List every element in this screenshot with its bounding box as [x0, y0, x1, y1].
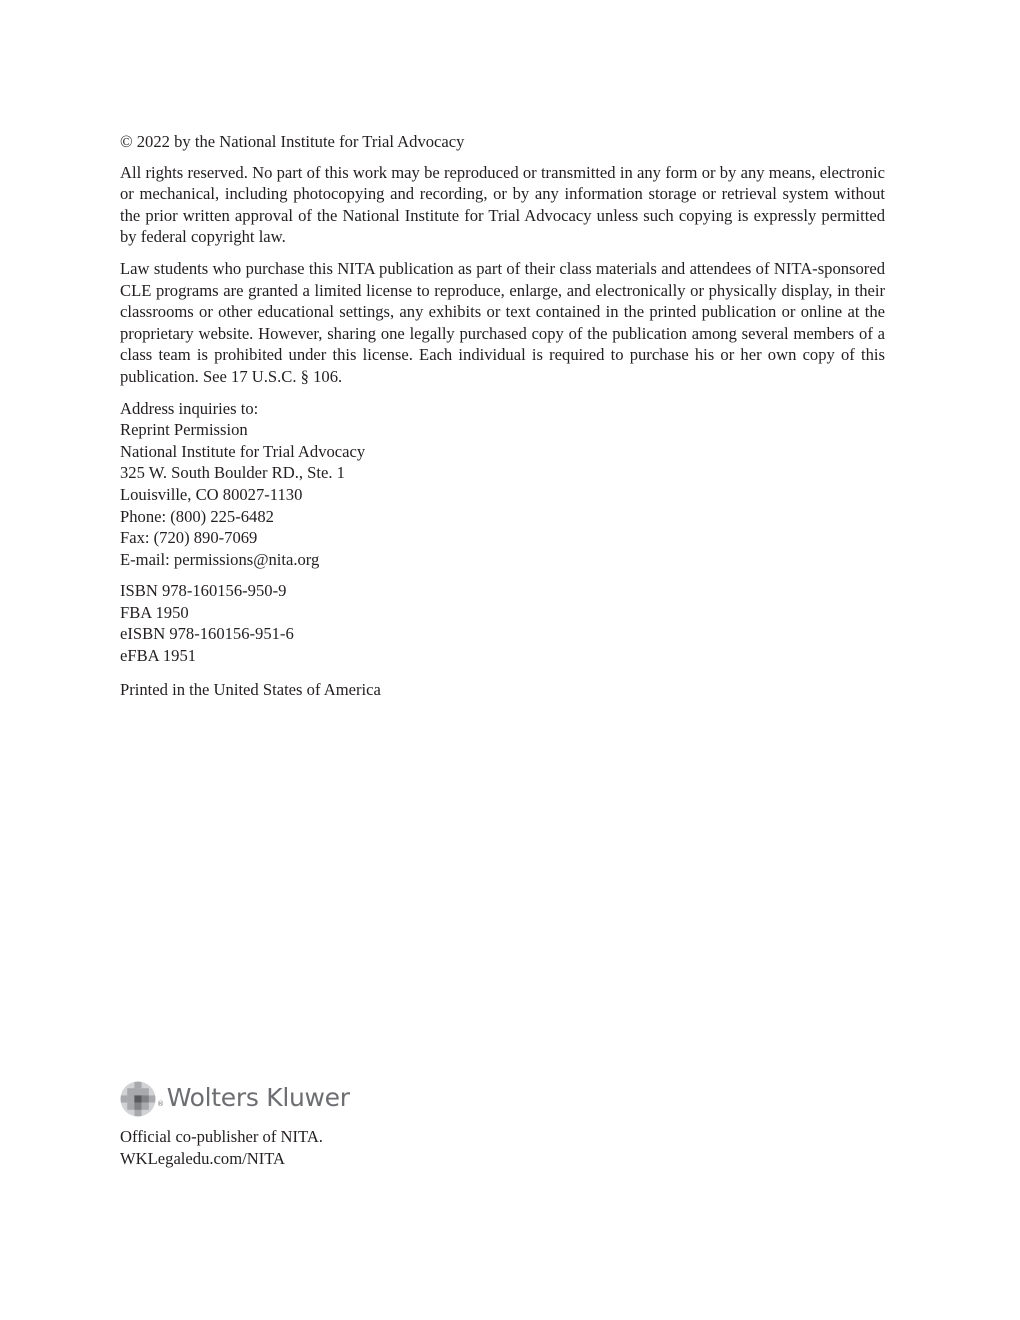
address-block: [120, 398, 885, 571]
logo-pixel: [142, 1095, 149, 1102]
registered-mark: ®: [157, 1099, 164, 1108]
address-organization: National Institute for Trial Advocacy: [120, 441, 366, 461]
copublisher-line: Official co-publisher of NITA.: [120, 1127, 323, 1146]
wolters-kluwer-logo: [120, 1081, 520, 1117]
logo-pixel: [149, 1081, 156, 1088]
address-city: Louisville, CO 80027-1130: [120, 484, 303, 504]
logo-pixel: [149, 1103, 156, 1110]
logo-pixel: [127, 1110, 134, 1117]
logo-pixel: [127, 1088, 134, 1095]
logo-pixel: [149, 1088, 156, 1095]
copyright-page: [120, 131, 885, 710]
logo-pixel: [127, 1081, 134, 1088]
eisbn: eISBN 978-160156-951-6: [120, 624, 294, 644]
logo-pixel: [134, 1088, 141, 1095]
address-fax: Fax: (720) 890-7069: [120, 528, 258, 548]
logo-pixel: [142, 1081, 149, 1088]
logo-pixel: [120, 1088, 127, 1095]
logo-pixel: [134, 1110, 141, 1117]
license-paragraph: Law students who purchase this NITA publication as part of their class materials and attendees of NITA-sponsored CLE programs are granted a limited license to reproduce, enlarge, and electronically or physically display, in their classrooms or other educational settings, any exhibits or text contained in the printed publication or online at the proprietary website. However, sharing one legally purchased copy of the publication among several members of a class team is prohibited under this license. Each individual is required to purchase his or her own copy of this publication. See 17 U.S.C. § 106.: [120, 258, 885, 386]
fba-number: FBA 1950: [120, 602, 189, 622]
logo-pixel: [120, 1110, 127, 1117]
rights-paragraph: All rights reserved. No part of this work may be reproduced or transmitted in any form or by any means, electronic or mechanical, including photocopying and recording, or by any information storage or retrieval system without the prior written approval of the National Institute for Trial Advocacy unless such copying is expressly permitted by federal copyright law.: [120, 162, 885, 247]
printed-in: Printed in the United States of America: [120, 679, 381, 699]
address-intro: Address inquiries to:: [120, 398, 259, 418]
logo-wordmark: [157, 1082, 350, 1116]
logo-text: Wolters Kluwer: [166, 1082, 350, 1112]
logo-pixel: [142, 1088, 149, 1095]
logo-pixel: [120, 1095, 127, 1102]
logo-pixel: [120, 1103, 127, 1110]
address-phone: Phone: (800) 225-6482: [120, 506, 274, 526]
logo-pixel: [149, 1110, 156, 1117]
logo-pixel: [134, 1103, 141, 1110]
wolters-kluwer-logo-icon: [120, 1081, 156, 1117]
logo-pixel: [134, 1081, 141, 1088]
logo-pixel: [149, 1095, 156, 1102]
isbn: ISBN 978-160156-950-9: [120, 581, 287, 601]
logo-pixel: [127, 1095, 134, 1102]
publisher-footer: [120, 1081, 520, 1169]
address-street: 325 W. South Boulder RD., Ste. 1: [120, 463, 345, 483]
address-department: Reprint Permission: [120, 420, 248, 440]
logo-pixel: [142, 1103, 149, 1110]
logo-pixel: [142, 1110, 149, 1117]
logo-pixel: [134, 1095, 141, 1102]
copyright-line: © 2022 by the National Institute for Trial Advocacy: [120, 132, 465, 151]
efba-number: eFBA 1951: [120, 646, 197, 666]
address-email: E-mail: permissions@nita.org: [120, 549, 320, 569]
publisher-website: WKLegaledu.com/NITA: [120, 1148, 286, 1168]
logo-pixel: [120, 1081, 127, 1088]
identifier-block: [120, 580, 885, 666]
logo-pixel: [127, 1103, 134, 1110]
